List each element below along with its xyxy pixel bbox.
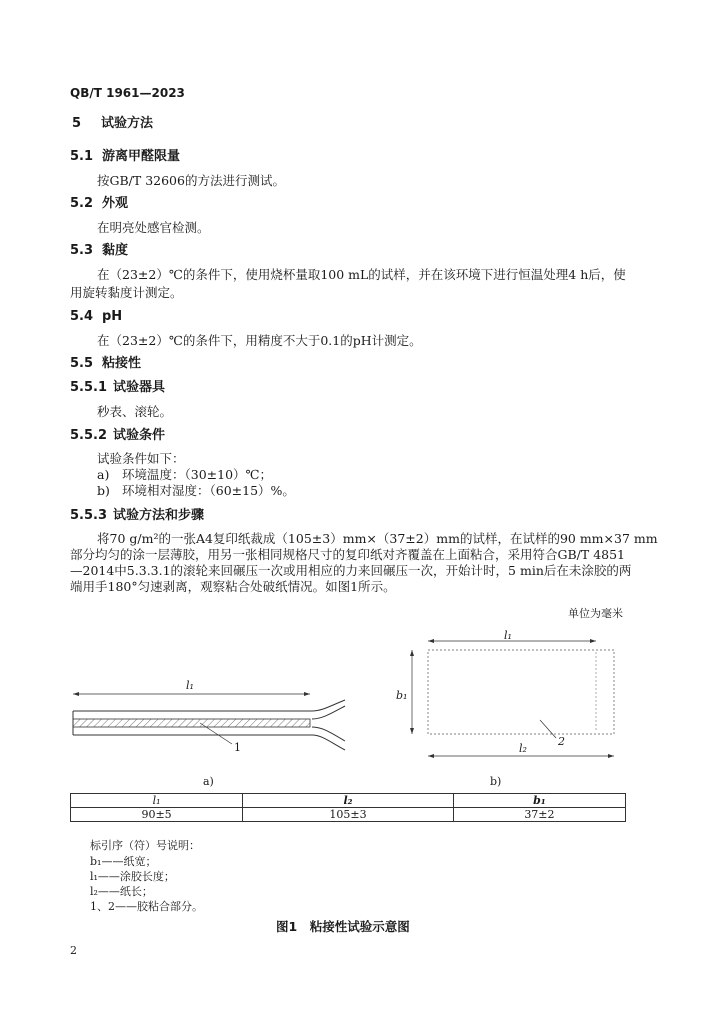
callout-2-leader	[540, 720, 556, 738]
figure-a-label-l1: l₁	[186, 679, 194, 692]
table-header-l2: l₂	[243, 794, 454, 808]
unit-note: 单位为毫米	[568, 607, 623, 620]
glue-layer-hatched	[73, 719, 310, 727]
figure-b-label-l1: l₁	[504, 629, 512, 642]
section-5-3-title: 黏度	[102, 243, 129, 258]
section-5-4-number: 5.4	[70, 309, 94, 324]
list-item-a: 环境温度：（30±10）℃；	[122, 467, 273, 482]
table-header-row	[71, 794, 626, 808]
section-5-5-title: 粘接性	[102, 356, 142, 371]
legend-title: 标引序（符）号说明：	[90, 839, 200, 852]
document-id: QB/T 1961—2023	[70, 86, 185, 100]
legend-item-l2: l₂——纸长；	[90, 885, 153, 898]
table-value-l2: 105±3	[243, 808, 454, 822]
section-5-5-1-number: 5.5.1	[70, 380, 108, 395]
figure-a-caption: a)	[203, 775, 214, 788]
page-number: 2	[70, 944, 77, 957]
section-5-5-2-number: 5.5.2	[70, 428, 108, 443]
section-5-5-3-line-1: 将70 g/m²的一张A4复印纸裁成（105±3）mm×（37±2）mm的试样，在试样的90 mm×37 mm	[97, 531, 658, 546]
list-item-b-marker: b)	[97, 483, 110, 498]
section-5-3-line-2: 用旋转黏度计测定。	[70, 285, 183, 300]
table-value-l1: 90±5	[71, 808, 243, 822]
section-5-5-3-number: 5.5.3	[70, 508, 108, 523]
section-5-1-title: 游离甲醛限量	[102, 149, 181, 164]
peel-curve-top	[312, 700, 345, 719]
list-item-b: 环境相对湿度：（60±15）%。	[122, 483, 295, 498]
legend-item-l1: l₁——涂胶长度；	[90, 870, 175, 883]
section-5-title: 试验方法	[101, 116, 154, 131]
figure-caption: 图1 粘接性试验示意图	[276, 919, 410, 934]
figure-a-callout-1: 1	[234, 741, 241, 754]
section-5-4-body: 在（23±2）℃的条件下，用精度不大于0.1的pH计测定。	[97, 333, 422, 348]
section-5-3-number: 5.3	[70, 243, 94, 258]
section-5-5-2-title: 试验条件	[113, 428, 166, 443]
section-5-5-2-intro: 试验条件如下：	[97, 451, 185, 466]
section-5-5-3-title: 试验方法和步骤	[113, 508, 205, 523]
section-5-3-line-1: 在（23±2）℃的条件下，使用烧杯量取100 mL的试样，并在该环境下进行恒温处理4 h后，使	[97, 267, 626, 282]
section-5-2-title: 外观	[102, 196, 129, 211]
table-value-row	[71, 808, 626, 822]
paper-outline-dashed	[428, 650, 614, 734]
dimensions-table	[70, 793, 626, 822]
section-5-1-body: 按GB/T 32606的方法进行测试。	[97, 173, 285, 188]
section-5-5-3-line-3: —2014中5.3.3.1的滚轮来回碾压一次或用相应的力来回碾压一次，开始计时，5 min后在未涂胶的两	[70, 563, 632, 578]
legend-item-b1: b₁——纸宽；	[90, 855, 157, 868]
section-5-4-title: pH	[102, 309, 123, 324]
peel-curve-bottom	[312, 727, 345, 750]
table-header-l1: l₁	[71, 794, 243, 808]
section-5-2-body: 在明亮处感官检测。	[97, 220, 210, 235]
figure-b-callout-2: 2	[558, 735, 565, 748]
section-5-number: 5	[72, 116, 82, 131]
figure-b-label-l2: l₂	[519, 742, 527, 755]
section-5-5-number: 5.5	[70, 356, 94, 371]
section-5-5-1-body: 秒表、滚轮。	[97, 404, 173, 419]
legend-item-glue: 1、2——胶粘合部分。	[90, 900, 203, 913]
table-value-b1: 37±2	[453, 808, 625, 822]
list-item-a-marker: a)	[97, 467, 110, 482]
table-header-b1: b₁	[453, 794, 625, 808]
section-5-5-3-line-2: 部分均匀的涂一层薄胶，用另一张相同规格尺寸的复印纸对齐覆盖在上面粘合，采用符合GB/T 4851	[70, 547, 626, 562]
section-5-2-number: 5.2	[70, 196, 94, 211]
figure-b-caption: b)	[490, 775, 502, 788]
section-5-5-1-title: 试验器具	[113, 380, 166, 395]
section-5-1-number: 5.1	[70, 149, 94, 164]
figure-b-label-b1: b₁	[396, 689, 408, 702]
section-5-5-3-line-4: 端用手180°匀速剥离，观察粘合处破纸情况。如图1所示。	[70, 579, 396, 594]
